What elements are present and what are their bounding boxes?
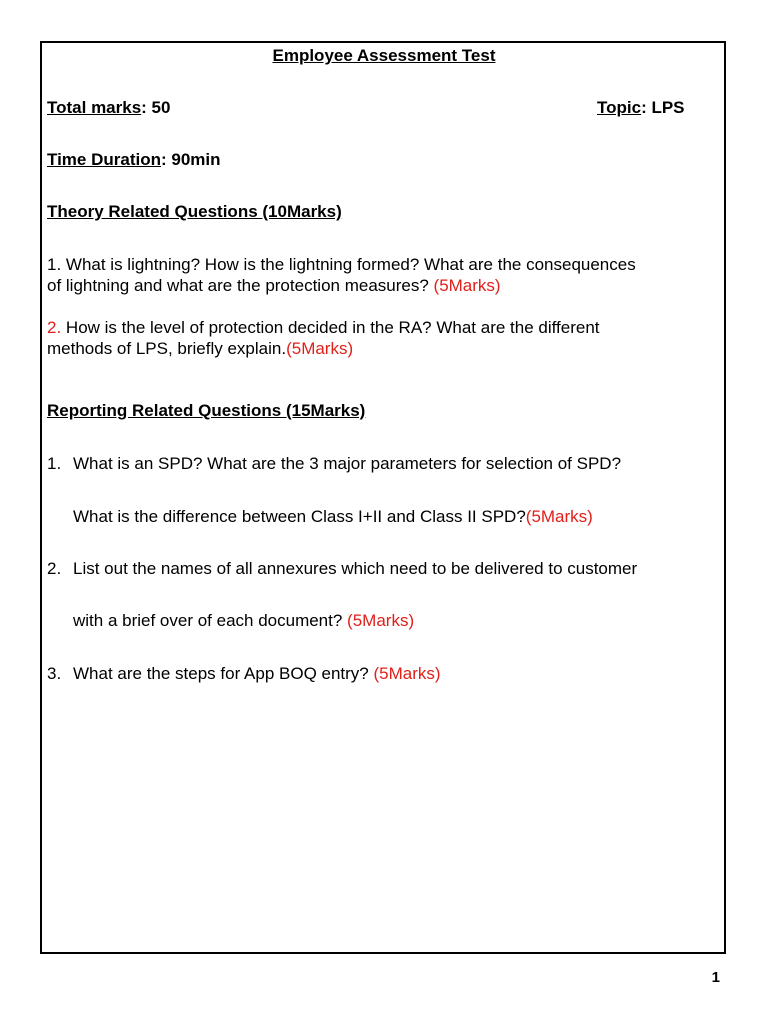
reporting-q1-marks: (5Marks) — [525, 507, 593, 526]
theory-q1-line2 — [47, 275, 501, 296]
theory-q1-marks: (5Marks) — [433, 276, 501, 295]
reporting-q1-line1 — [47, 453, 621, 474]
theory-q2-text: How is the level of protection decided in the RA? What are the different — [61, 318, 600, 337]
time-duration — [47, 149, 221, 170]
reporting-q2-text-2: with a brief over of each document? — [73, 611, 348, 630]
topic-label: Topic — [597, 98, 642, 117]
page-border — [40, 41, 726, 954]
theory-q1-text: of lightning and what are the protection measures? — [47, 276, 434, 295]
page-title: Employee Assessment Test — [272, 46, 496, 65]
theory-q2-text-2: methods of LPS, briefly explain. — [47, 339, 287, 358]
total-marks-label: Total marks — [47, 98, 142, 117]
theory-q2-number: 2. — [47, 318, 62, 337]
page-number: 1 — [711, 969, 720, 986]
duration-label: Time Duration — [47, 150, 161, 169]
duration-value: : 90min — [160, 150, 221, 169]
theory-q1-line1: 1. What is lightning? How is the lightning formed? What are the consequences — [47, 255, 636, 274]
theory-heading: Theory Related Questions (10Marks) — [47, 202, 342, 221]
reporting-q3-text: What are the steps for App BOQ entry? — [73, 664, 374, 683]
reporting-heading: Reporting Related Questions (15Marks) — [47, 401, 366, 420]
reporting-q3-marks: (5Marks) — [373, 664, 441, 683]
reporting-q3-number: 3. — [47, 664, 62, 683]
topic-value: : LPS — [641, 98, 685, 117]
reporting-q1-line2 — [73, 506, 593, 527]
reporting-q2-number: 2. — [47, 559, 62, 578]
theory-q2-line1 — [47, 317, 600, 338]
reporting-q2-marks: (5Marks) — [347, 611, 415, 630]
reporting-q2-line2 — [73, 610, 414, 631]
theory-q2-line2 — [47, 338, 353, 359]
theory-q2-marks: (5Marks) — [286, 339, 354, 358]
reporting-q3-line1 — [47, 663, 441, 684]
reporting-q1-text-2: What is the difference between Class I+II and Class II SPD? — [73, 507, 526, 526]
total-marks-value: : 50 — [141, 98, 171, 117]
reporting-q2-text: List out the names of all annexures which need to be delivered to customer — [73, 559, 638, 578]
topic — [597, 97, 685, 118]
reporting-q1-number: 1. — [47, 454, 62, 473]
total-marks — [47, 97, 170, 118]
reporting-q1-text: What is an SPD? What are the 3 major parameters for selection of SPD? — [73, 454, 622, 473]
reporting-q2-line1 — [47, 558, 637, 579]
